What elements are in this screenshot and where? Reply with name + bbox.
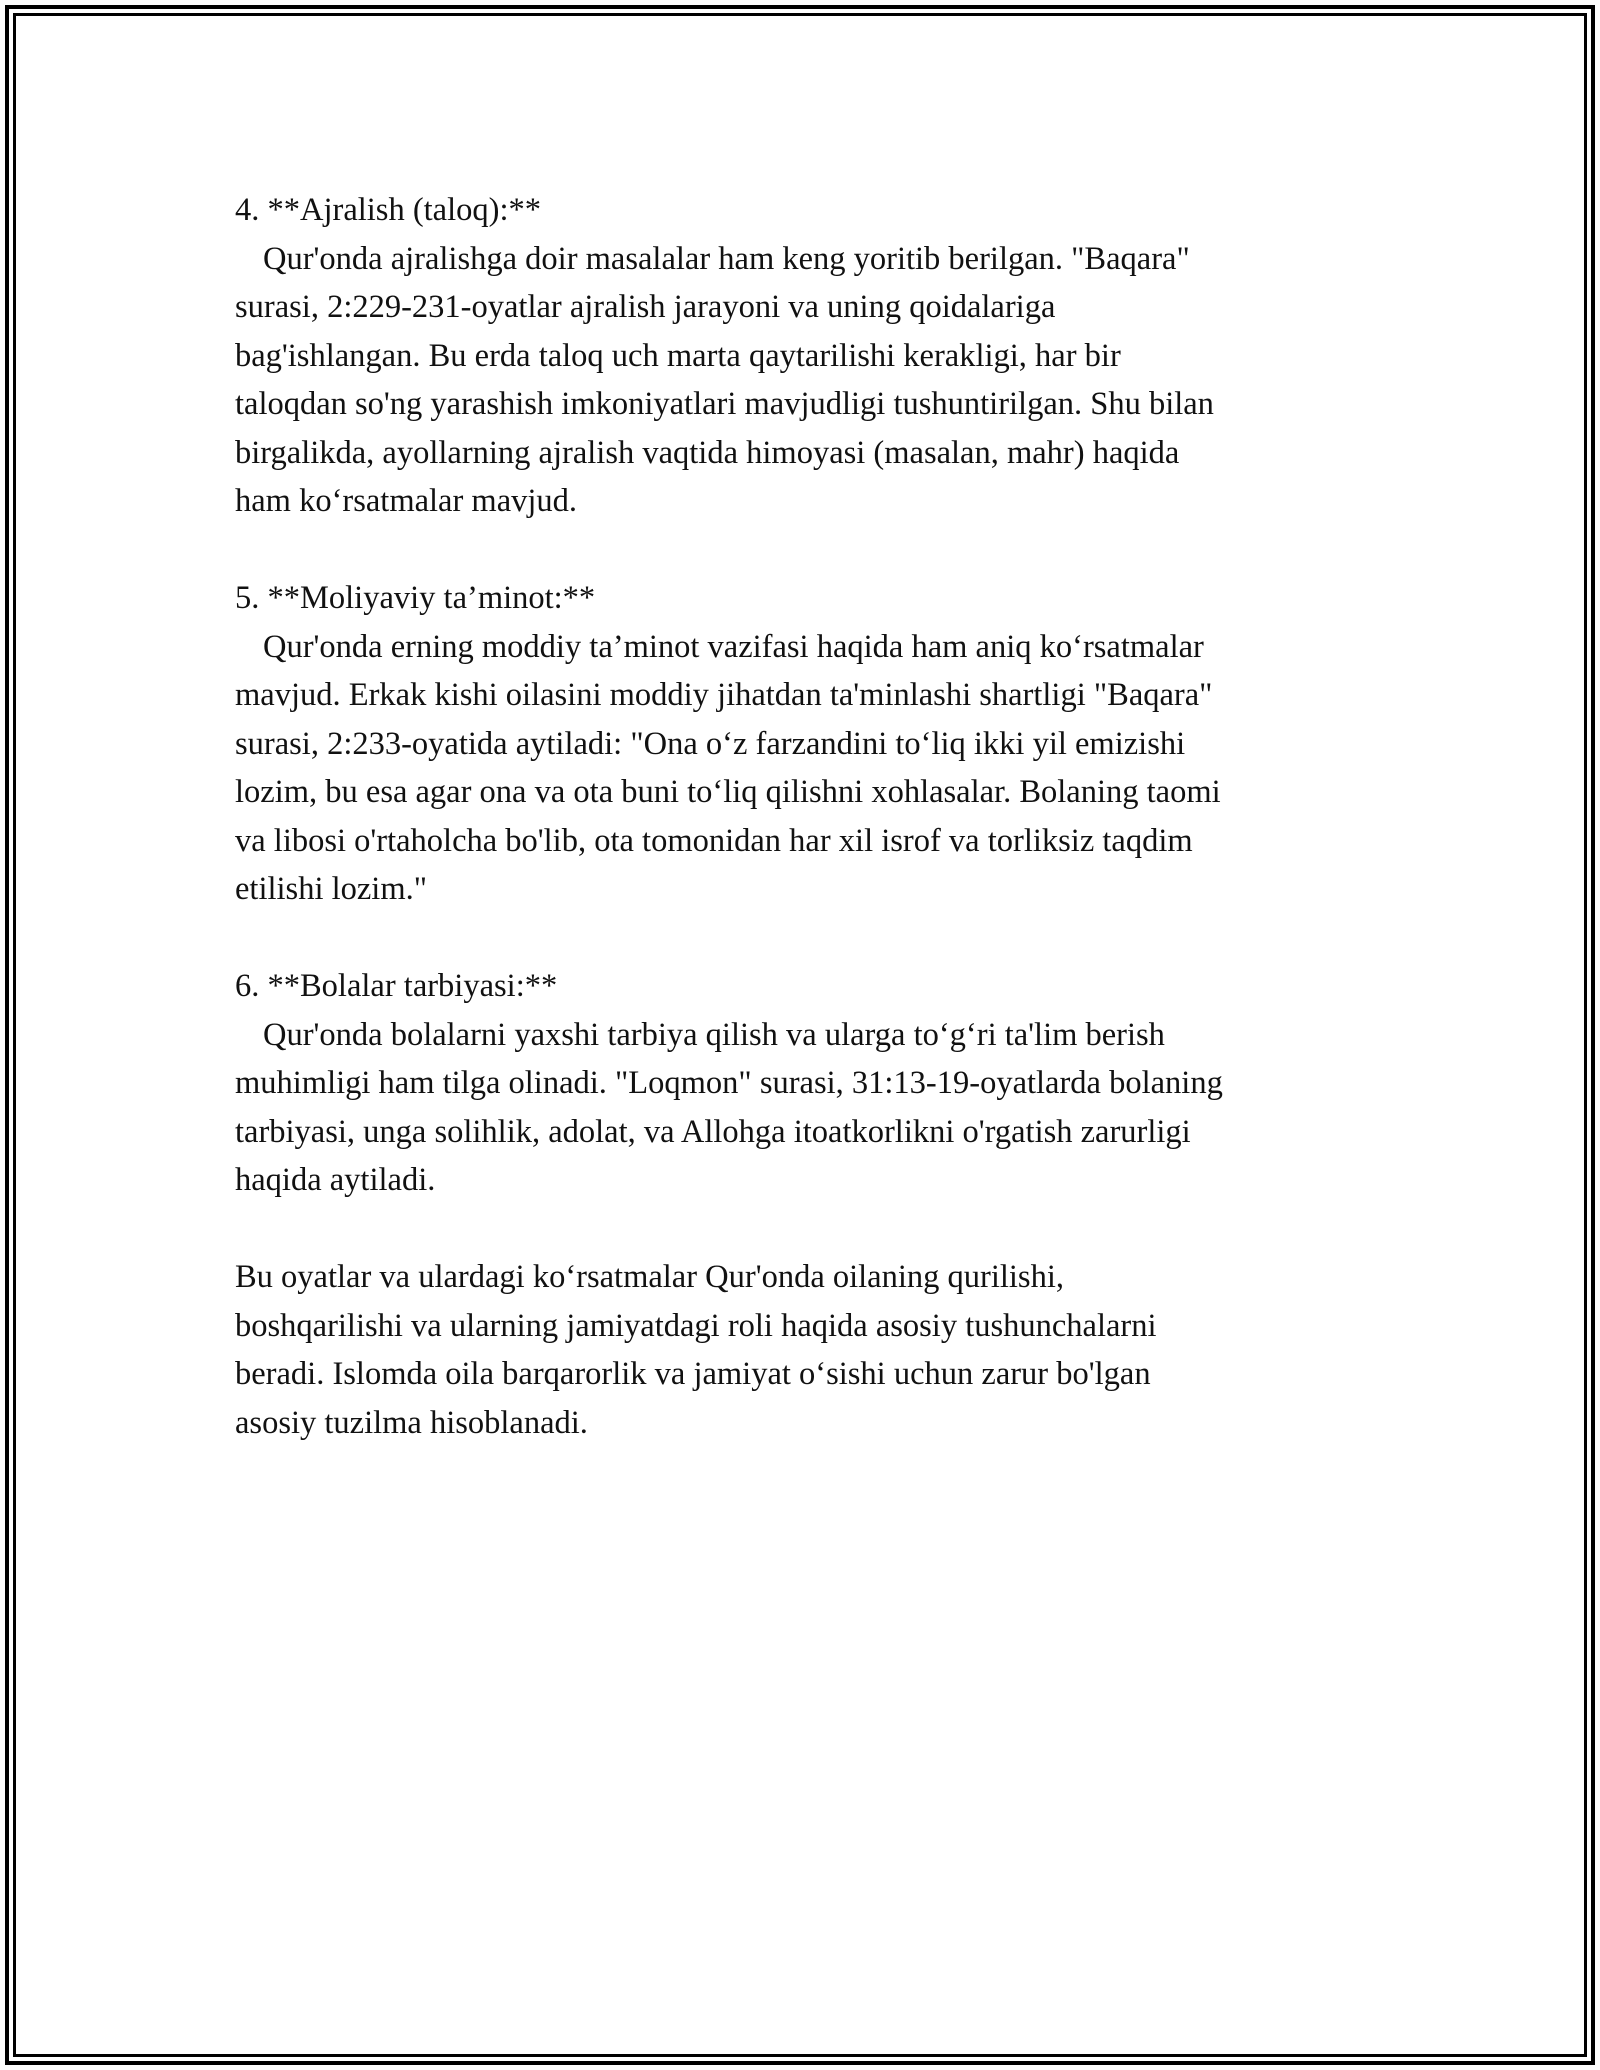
paragraph-line: bag'ishlangan. Bu erda taloq uch marta qaytarilishi kerakligi, har bir	[235, 337, 1121, 374]
paragraph-line: Qur'onda ajralishga doir masalalar ham keng yoritib berilgan. "Baqara"	[263, 240, 1190, 277]
section-divorce	[235, 186, 1365, 526]
paragraph-line: surasi, 2:233-oyatida aytiladi: "Ona o‘z farzandini to‘liq ikki yil emizishi	[235, 725, 1186, 762]
paragraph-line: boshqarilishi va ularning jamiyatdagi roli haqida asosiy tushunchalarni	[235, 1307, 1157, 1344]
paragraph-line: beradi. Islomda oila barqarorlik va jamiyat o‘sishi uchun zarur bo'lgan	[235, 1356, 1151, 1392]
paragraph-line: ham ko‘rsatmalar mavjud.	[235, 483, 578, 519]
paragraph-line: va libosi o'rtaholcha bo'lib, ota tomonidan har xil isrof va torliksiz taqdim	[235, 822, 1193, 859]
paragraph-line: Qur'onda bolalarni yaxshi tarbiya qilish va ularga to‘g‘ri ta'lim berish	[263, 1016, 1165, 1053]
section-heading: 6. **Bolalar tarbiyasi:**	[235, 968, 558, 1004]
paragraph-line: surasi, 2:229-231-oyatlar ajralish jarayoni va uning qoidalariga	[235, 289, 1056, 325]
conclusion-paragraph	[235, 1253, 1365, 1447]
paragraph-line: tarbiyasi, unga solihlik, adolat, va Allohga itoatkorlikni o'rgatish zarurligi	[235, 1113, 1191, 1150]
paragraph-line: birgalikda, ayollarning ajralish vaqtida himoyasi (masalan, mahr) haqida	[235, 434, 1180, 471]
section-heading: 4. **Ajralish (taloq):**	[235, 192, 541, 228]
document-body	[235, 186, 1365, 1496]
paragraph-line: muhimligi ham tilga olinadi. "Loqmon" surasi, 31:13-19-oyatlarda bolaning	[235, 1065, 1223, 1101]
section-heading: 5. **Moliyaviy ta’minot:**	[235, 580, 596, 616]
paragraph-line: etilishi lozim."	[235, 871, 428, 907]
paragraph-line: asosiy tuzilma hisoblanadi.	[235, 1404, 588, 1441]
paragraph-line: taloqdan so'ng yarashish imkoniyatlari mavjudligi tushuntirilgan. Shu bilan	[235, 386, 1214, 422]
paragraph-line: lozim, bu esa agar ona va ota buni to‘liq qilishni xohlasalar. Bolaning taomi	[235, 774, 1221, 810]
paragraph-line: mavjud. Erkak kishi oilasini moddiy jihatdan ta'minlashi shartligi "Baqara"	[235, 677, 1213, 713]
paragraph-line: Qur'onda erning moddiy ta’minot vazifasi haqida ham aniq ko‘rsatmalar	[263, 628, 1204, 665]
paragraph-line: Bu oyatlar va ulardagi ko‘rsatmalar Qur'onda oilaning qurilishi,	[235, 1259, 1064, 1295]
section-child-upbringing	[235, 962, 1365, 1205]
section-financial-support	[235, 574, 1365, 914]
paragraph-line: haqida aytiladi.	[235, 1162, 436, 1198]
